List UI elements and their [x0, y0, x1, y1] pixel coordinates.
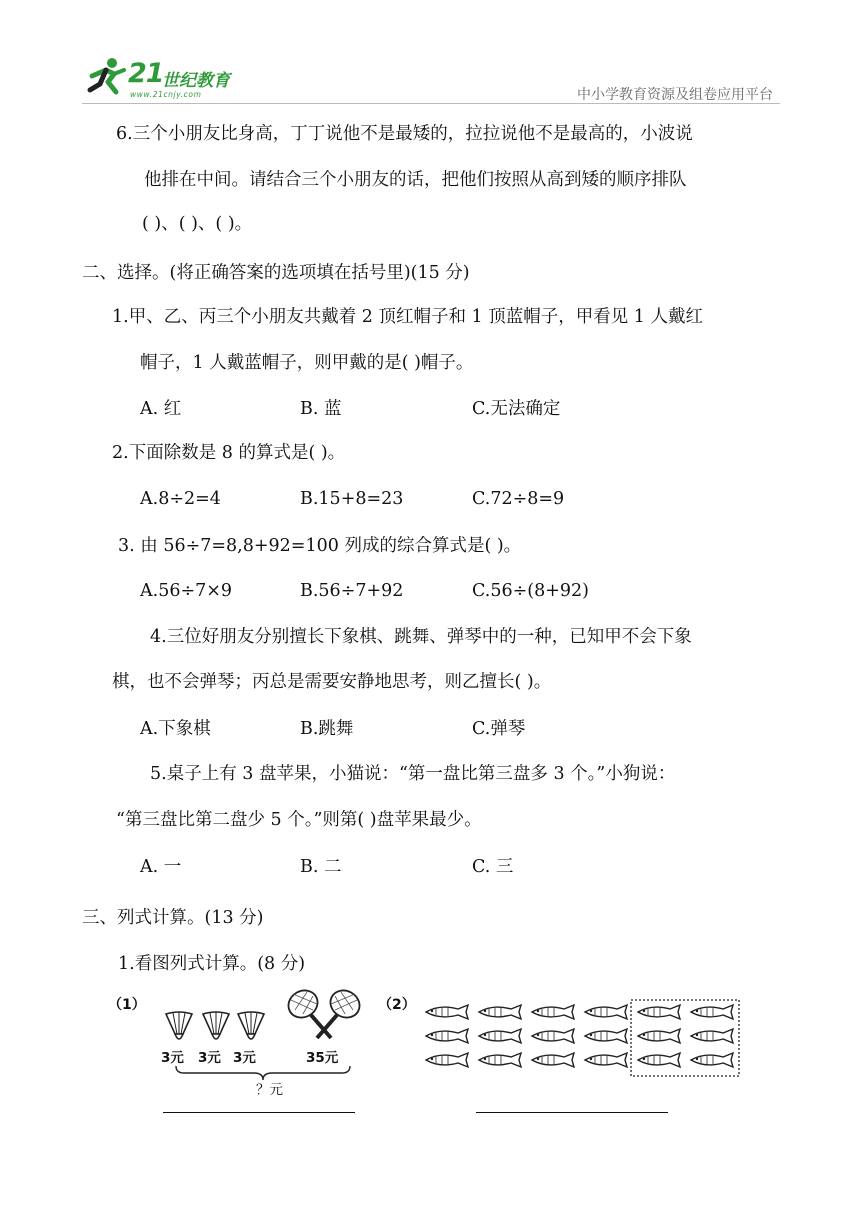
s2-q3-option-a: A.56÷7×9 — [140, 581, 233, 601]
racket-price: 35元 — [306, 1050, 339, 1066]
shuttlecock-price-3: 3元 — [233, 1050, 256, 1066]
s3-q1-title: 1.看图列式计算。(8 分) — [118, 954, 306, 974]
s2-q2-option-b: B.15+8=23 — [300, 489, 404, 509]
s2-q3-option-b: B.56÷7+92 — [300, 581, 404, 601]
s2-q4-option-c: C.弹琴 — [472, 719, 526, 739]
s2-q4-option-a: A.下象棋 — [140, 719, 211, 739]
header-rule — [82, 103, 780, 104]
fish-icon — [426, 1029, 733, 1043]
section2-title: 二、选择。(将正确答案的选项填在括号里)(15 分) — [82, 263, 470, 283]
s2-q1-option-c: C.无法确定 — [472, 399, 561, 419]
q6-line1: 6.三个小朋友比身高，丁丁说他不是最矮的，拉拉说他不是最高的，小波说 — [116, 124, 693, 144]
s2-q4-line2: 棋，也不会弹琴；丙总是需要安静地思考，则乙擅长( )。 — [112, 672, 552, 692]
s2-q3-line1: 3. 由 56÷7=8,8+92=100 列成的综合算式是( )。 — [118, 536, 522, 556]
s2-q4-line1: 4.三位好朋友分别擅长下象棋、跳舞、弹琴中的一种，已知甲不会下象 — [150, 627, 692, 647]
shuttlecock-icon — [200, 1010, 232, 1044]
s2-q1-line1: 1.甲、乙、丙三个小朋友共戴着 2 顶红帽子和 1 顶蓝帽子，甲看见 1 人戴红 — [112, 307, 703, 327]
runner-logo-icon — [84, 56, 128, 96]
s2-q5-option-c: C. 三 — [472, 857, 514, 877]
fish-icon — [426, 1053, 733, 1067]
platform-name: 中小学教育资源及组卷应用平台 — [577, 87, 773, 103]
shuttlecock-icon — [235, 1010, 267, 1044]
s2-q5-line2: “第三盘比第二盘少 5 个。”则第( )盘苹果最少。 — [116, 810, 482, 830]
s2-q1-option-a: A. 红 — [140, 399, 182, 419]
fish-icon — [426, 1005, 733, 1019]
shuttlecock-icon — [163, 1010, 195, 1044]
logo-number: 21 — [128, 58, 164, 89]
s2-q5-option-b: B. 二 — [300, 857, 342, 877]
s2-q2-line1: 2.下面除数是 8 的算式是( )。 — [112, 443, 346, 463]
s2-q1-option-b: B. 蓝 — [300, 399, 342, 419]
logo-text: 世纪教育 — [162, 71, 230, 91]
s2-q1-line2: 帽子，1 人戴蓝帽子，则甲戴的是( )帽子。 — [140, 353, 474, 373]
s2-q4-option-b: B.跳舞 — [300, 719, 354, 739]
s2-q5-line1: 5.桌子上有 3 盘苹果，小猫说：“第一盘比第三盘多 3 个。”小狗说： — [150, 764, 676, 784]
racket-pair-icon — [283, 988, 365, 1040]
q6-line2: 他排在中间。请结合三个小朋友的话，把他们按照从高到矮的顺序排队 — [144, 170, 687, 190]
pic2-answer-line — [476, 1112, 668, 1113]
shuttlecock-price-1: 3元 — [161, 1050, 184, 1066]
fish-grid — [420, 998, 742, 1078]
pic1-answer-line — [163, 1112, 355, 1113]
shuttlecock-price-2: 3元 — [198, 1050, 221, 1066]
s2-q5-option-a: A. 一 — [140, 857, 182, 877]
section3-title: 三、列式计算。(13 分) — [82, 908, 264, 928]
q6-answer-blanks: ( )、( )、( )。 — [142, 214, 253, 234]
s2-q3-option-c: C.56÷(8+92) — [472, 581, 589, 601]
pic1-label: （1） — [108, 997, 146, 1013]
pic2-label: （2） — [378, 997, 416, 1013]
s2-q2-option-a: A.8÷2=4 — [140, 489, 221, 509]
logo-url: www.21cnjy.com — [130, 90, 202, 99]
total-price: ？元 — [256, 1082, 283, 1098]
s2-q2-option-c: C.72÷8=9 — [472, 489, 565, 509]
